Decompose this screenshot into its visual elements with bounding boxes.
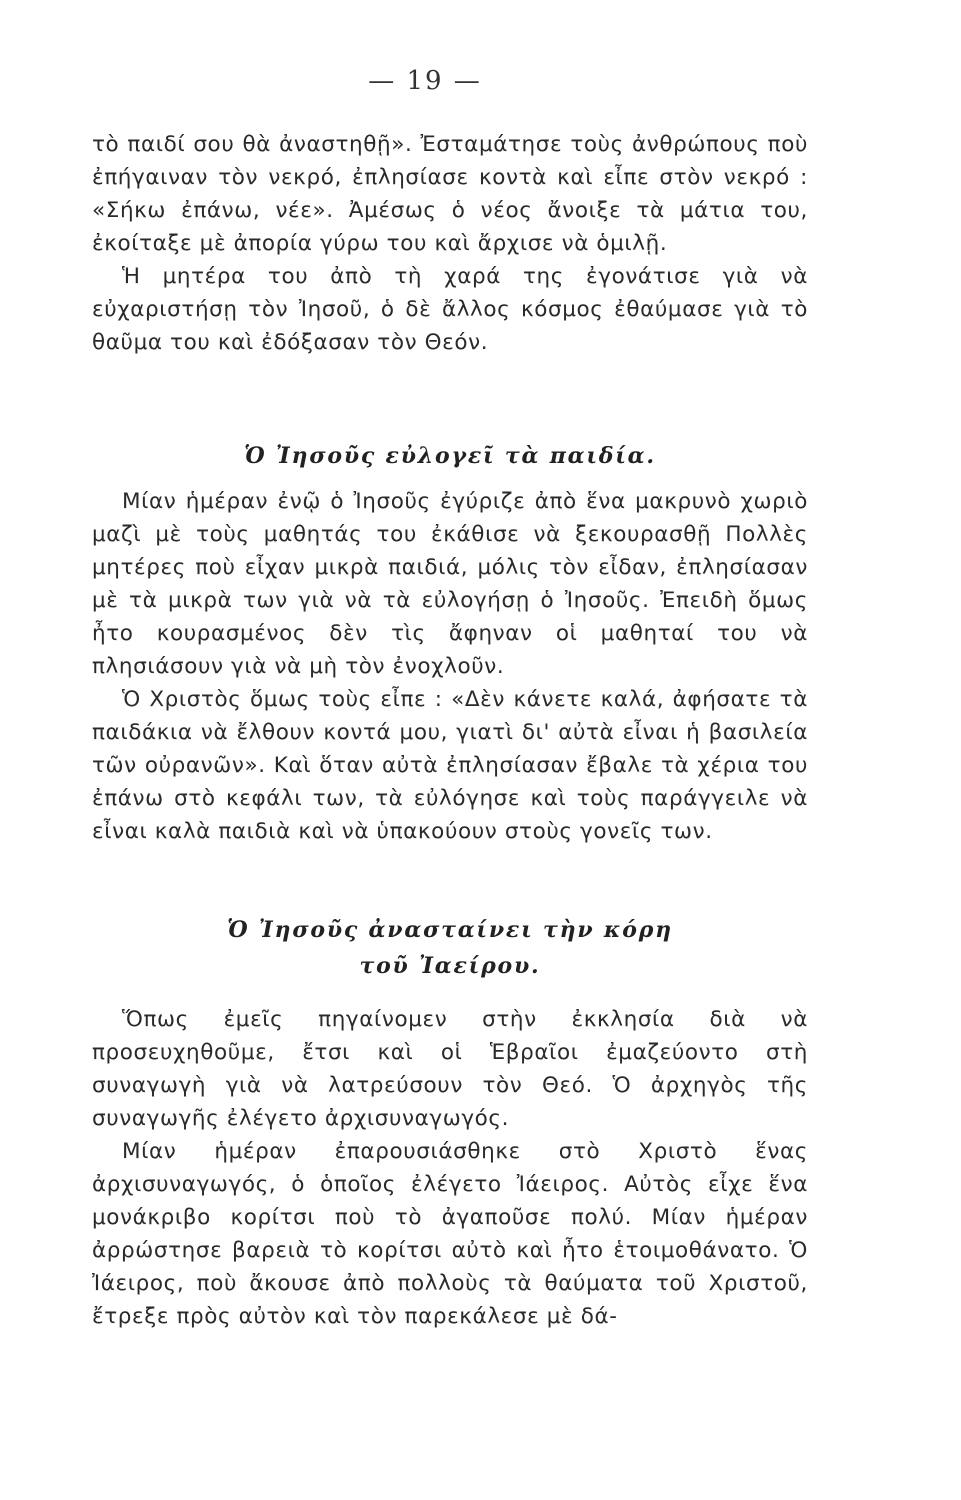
section-heading-line: Ὁ Ἰησοῦς ἀνασταίνει τὴν κόρη — [227, 917, 673, 943]
paragraph: Ἡ μητέρα του ἀπὸ τὴ χαρά της ἐγονάτισε γιὰ νὰ εὐχαριστήσῃ τὸν Ἰησοῦ, ὁ δὲ ἄλλος κόσμος ἐθαύμασε γιὰ τὸ θαῦμα του καὶ ἐδόξασαν τὸν Θεόν. — [92, 264, 808, 355]
page-number: — 19 — — [368, 66, 482, 96]
section-heading: Ὁ Ἰησοῦς εὐλογεῖ τὰ παιδία. — [244, 443, 656, 469]
section-blessing-children — [92, 485, 808, 848]
section-jairus-daughter — [92, 1003, 808, 1333]
paragraph: Ὅπως ἐμεῖς πηγαίνομεν στὴν ἐκκλησία διὰ νὰ προσευχηθοῦμε, ἔτσι καὶ οἱ Ἑβραῖοι ἐμαζεύοντο στὴ συναγωγὴ γιὰ νὰ λατρεύσουν τὸν Θεό. Ὁ ἀρχηγὸς τῆς συναγωγῆς ἐλέγετο ἀρχισυναγωγός. — [92, 1007, 808, 1131]
paragraph: Ὁ Χριστὸς ὅμως τοὺς εἶπε : «Δὲν κάνετε καλά, ἀφήσατε τὰ παιδάκια νὰ ἔλθουν κοντά μου, γιατὶ δι' αὐτὰ εἶναι ἡ βασιλεία τῶν οὐρανῶν». Καὶ ὅταν αὐτὰ ἐπλησίασαν ἔβαλε τὰ χέρια του ἐπάνω στὸ κεφάλι των, τὰ εὐλόγησε καὶ τοὺς παράγγειλε νὰ εἶναι καλὰ παιδιὰ καὶ νὰ ὑπακούουν στοὺς γονεῖς των. — [92, 687, 808, 844]
paragraph: Μίαν ἡμέραν ἐνῷ ὁ Ἰησοῦς ἐγύριζε ἀπὸ ἕνα μακρυνὸ χωριὸ μαζὶ μὲ τοὺς μαθητάς του ἐκάθισε νὰ ξεκουρασθῇ Πολλὲς μητέρες ποὺ εἶχαν μικρὰ παιδιά, μόλις τὸν εἶδαν, ἐπλησίασαν μὲ τὰ μικρὰ των γιὰ νὰ τὰ εὐλογήσῃ ὁ Ἰησοῦς. Ἐπειδὴ ὅμως ἦτο κουρασμένος δὲν τὶς ἄφηναν οἱ μαθηταί του νὰ πλησιάσουν γιὰ νὰ μὴ τὸν ἐνοχλοῦν. — [92, 489, 808, 679]
section-heading — [92, 912, 808, 984]
paragraph: τὸ παιδί σου θὰ ἀναστηθῇ». Ἐσταμάτησε τοὺς ἀνθρώπους ποὺ ἐπήγαιναν τὸν νεκρό, ἐπλησίασε κοντὰ καὶ εἶπε στὸν νεκρό : «Σήκω ἐπάνω, νέε». Ἀμέσως ὁ νέος ἄνοιξε τὰ μάτια του, ἐκοίταξε μὲ ἀπορία γύρω του καὶ ἄρχισε νὰ ὁμιλῇ. — [92, 132, 808, 256]
paragraph: Μίαν ἡμέραν ἐπαρουσιάσθηκε στὸ Χριστὸ ἕνας ἀρχισυναγωγός, ὁ ὁποῖος ἐλέγετο Ἰάειρος. Αὐτὸς εἶχε ἕνα μονάκριβο κορίτσι ποὺ τὸ ἀγαποῦσε πολύ. Μίαν ἡμέραν ἀρρώστησε βαρειὰ τὸ κορίτσι αὐτὸ καὶ ἦτο ἑτοιμοθάνατο. Ὁ Ἰάειρος, ποὺ ἄκουσε ἀπὸ πολλοὺς τὰ θαύματα τοῦ Χριστοῦ, ἔτρεξε πρὸς αὐτὸν καὶ τὸν παρεκάλεσε μὲ δά- — [92, 1139, 808, 1329]
section-continuation — [92, 128, 808, 359]
section-heading-line: τοῦ Ἰαείρου. — [359, 953, 541, 979]
